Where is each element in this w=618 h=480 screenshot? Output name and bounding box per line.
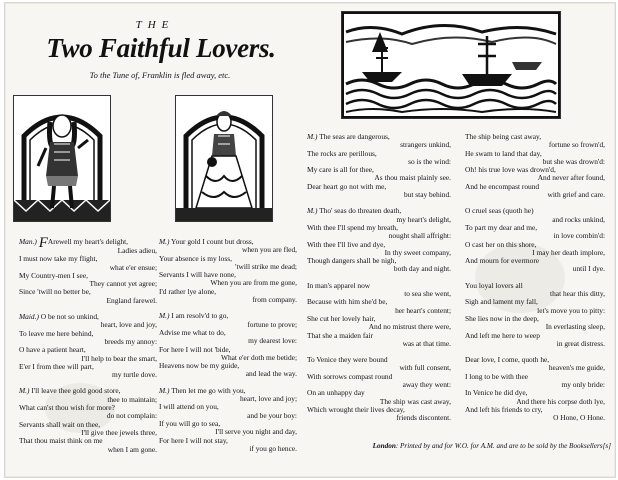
verse-text: And he encompast round	[465, 181, 540, 191]
verse-text: As thou maist plainly see.	[374, 173, 451, 183]
verse-text: And there his corpse doth lye,	[516, 396, 605, 406]
verse-line	[159, 296, 299, 304]
verse-text: when I am gone.	[107, 444, 157, 454]
verse-text: with grief and care.	[547, 190, 605, 200]
verse-text: let's move you to pitty:	[537, 305, 605, 315]
stanza	[307, 282, 453, 348]
verse-text: And left me here to weep	[465, 330, 540, 340]
stanza	[307, 133, 453, 199]
verse-text: If you will go to sea,	[159, 418, 221, 428]
verse-line	[159, 370, 299, 378]
verse-text: Servants shall wait on thee,	[19, 419, 101, 429]
verse-text: I am resolv'd to go,	[171, 311, 229, 321]
stanza	[19, 313, 159, 379]
verse-text: To part my dear and me,	[465, 222, 538, 232]
verse-line	[465, 265, 607, 273]
verse-text: When you are from me gone,	[210, 278, 297, 288]
drop-cap: F	[38, 235, 48, 251]
verse-text: to sea she went,	[404, 289, 451, 299]
imprint-text: : Printed by and for W.O. for A.M. and are to be sold by the Booksellers	[395, 442, 603, 450]
verse-column-2	[159, 238, 299, 461]
verse-line	[307, 414, 453, 422]
tune-line: To the Tune of, Franklin is fled away, etc.	[89, 70, 231, 80]
verse-line	[19, 446, 159, 454]
verse-text: In man's apparel now	[307, 280, 371, 290]
verse-text: but stay behind.	[403, 190, 451, 200]
verse-text: Heavens now be my guide,	[159, 361, 240, 371]
verse-text: my heart's delight,	[396, 214, 451, 224]
verse-text: Though dangers shall be nigh,	[307, 256, 397, 266]
woodcut-ships-icon	[341, 11, 561, 119]
verse-line	[307, 340, 453, 348]
verse-text: fortune so frown'd,	[548, 140, 605, 150]
speaker-label: M.)	[19, 386, 30, 396]
verse-text: from company.	[252, 295, 297, 305]
stanza	[159, 312, 299, 378]
verse-text: Because with him she'd be,	[307, 297, 388, 307]
verse-text: so is the wind:	[408, 156, 451, 166]
verse-text: her heart's content;	[395, 305, 451, 315]
stanza	[465, 282, 607, 348]
verse-text: What can'st thou wish for more?	[19, 403, 115, 413]
speaker-label: Man.)	[19, 237, 37, 246]
verse-text: E'er I from thee will part,	[19, 361, 94, 371]
verse-line	[307, 265, 453, 273]
verse-text: what e'er ensue;	[109, 262, 157, 272]
verse-text: nought shall affright:	[388, 231, 451, 241]
verse-text: With thee I'll live and dye,	[307, 239, 386, 249]
verse-line	[19, 297, 159, 305]
imprint-place: London	[372, 442, 396, 450]
verse-text: England farewel.	[106, 295, 157, 305]
verse-text: heart, love and joy;	[239, 394, 297, 404]
stanza	[159, 387, 299, 453]
verse-text: To leave me here behind,	[19, 328, 94, 338]
verse-text: I will attend on you,	[159, 402, 219, 412]
verse-text: and lead the way.	[245, 369, 297, 379]
verse-text: and rocks unkind,	[552, 214, 605, 224]
verse-text: I long to be with thee	[465, 371, 529, 381]
stanza	[19, 235, 159, 305]
verse-text: She lies now in the deep,	[465, 313, 539, 323]
verse-text: when you are fled,	[242, 245, 297, 255]
verse-text: friends discontent.	[396, 413, 451, 423]
verse-text: You loyal lovers all	[465, 280, 523, 290]
verse-text: if you go hence.	[249, 443, 297, 453]
verse-text: in love combin'd:	[553, 231, 605, 241]
verse-text: Ladies adieu,	[117, 246, 157, 255]
verse-text: I'll serve you night and day,	[215, 427, 297, 437]
title-prefix: THE	[135, 19, 175, 31]
verse-column-1	[19, 235, 159, 462]
verse-text: thee to maintain;	[107, 394, 157, 404]
verse-text: my turtle dove.	[112, 370, 157, 380]
woodcut-man-icon	[13, 95, 111, 222]
stanza	[465, 133, 607, 199]
verse-text: And never after found,	[537, 173, 605, 183]
verse-text: I'll give thee jewels three,	[81, 427, 157, 437]
verse-text: that hear this ditty,	[550, 289, 605, 299]
verse-text: Oh! his true love was drown'd,	[465, 165, 556, 175]
verse-text: On an unhappy day	[307, 388, 365, 398]
verse-text: And no mistrust there were,	[368, 322, 451, 332]
verse-text: away they went:	[402, 380, 451, 390]
verse-text: I'll help to bear the smart,	[81, 353, 157, 363]
verse-text: And mourn for evermore	[465, 256, 540, 266]
imprint-mark: [s]	[602, 442, 611, 450]
verse-line	[465, 414, 607, 422]
stanza	[465, 207, 607, 273]
verse-line	[19, 371, 159, 379]
verse-line	[465, 340, 607, 348]
verse-text: She cut her lovely hair,	[307, 313, 376, 323]
verse-text: O cast her on this shore,	[465, 239, 537, 249]
verse-text: What e'er doth me betide;	[220, 352, 297, 362]
verse-text: my dearest love:	[248, 336, 297, 346]
verse-text: heaven's me guide,	[548, 363, 605, 373]
stanza	[465, 356, 607, 422]
verse-text: both day and night.	[393, 264, 451, 274]
verse-text: in great distress.	[556, 338, 605, 348]
verse-text: For here I will not stay,	[159, 435, 228, 445]
verse-text: In Venice he did dye,	[465, 388, 528, 398]
verse-text: Your gold I count but dross,	[171, 237, 254, 246]
verse-text: The seas are dangerous,	[319, 132, 390, 141]
verse-text: He swam to land that day,	[465, 148, 542, 158]
verse-text: And left his friends to cry,	[465, 404, 543, 414]
verse-line	[307, 191, 453, 199]
verse-text: My care is all for thee,	[307, 165, 374, 175]
verse-text: Sigh and lament my fall,	[465, 297, 538, 307]
stanza	[19, 387, 159, 453]
verse-line	[159, 445, 299, 453]
verse-text: do not complain:	[106, 411, 157, 421]
verse-text: I may her death implore,	[532, 247, 605, 257]
verse-text: Arewell my heart's delight,	[47, 237, 129, 246]
ballad-sheet	[4, 2, 616, 478]
verse-text: Since 'twill no better be,	[19, 287, 91, 297]
speaker-label: Maid.)	[19, 312, 39, 322]
verse-text: with full consent,	[399, 363, 451, 373]
imprint-line	[315, 442, 611, 450]
verse-text: heart, love and joy,	[100, 320, 157, 330]
stanza	[307, 207, 453, 273]
verse-text: Which wrought their lives decay,	[307, 404, 405, 414]
stanza	[159, 238, 299, 304]
verse-text: my only bride:	[561, 380, 605, 390]
verse-text: breeds my annoy:	[104, 336, 157, 346]
verse-text: I'd rather lye alone,	[159, 286, 217, 296]
verse-text: O cruel seas (quoth he)	[465, 206, 534, 216]
verse-text: and be your boy:	[247, 410, 297, 420]
verse-text: was at that time.	[402, 338, 451, 348]
verse-text: In everlasting sleep,	[545, 322, 605, 332]
verse-text: I'll leave thee gold good store,	[31, 386, 121, 396]
verse-text: That she a maiden fair	[307, 330, 374, 340]
woodcut-woman-icon	[175, 95, 273, 222]
verse-text: The ship was cast away,	[379, 396, 451, 406]
verse-text: O be not so unkind,	[40, 312, 99, 322]
verse-text: Dear love, I come, quoth he,	[465, 355, 550, 365]
speaker-label: M.)	[159, 311, 170, 321]
verse-line	[465, 191, 607, 199]
stanza	[307, 356, 453, 422]
speaker-label: M.)	[307, 132, 318, 141]
verse-column-3	[307, 133, 453, 431]
verse-text: The ship being cast away,	[465, 132, 542, 141]
verse-text: In thy sweet company,	[384, 247, 451, 257]
verse-text: O have a patient heart,	[19, 345, 86, 355]
ballad-title: Two Faithful Lovers.	[46, 33, 276, 63]
speaker-label: M.)	[307, 206, 318, 216]
verse-text: With thee I'll spend my breath,	[307, 222, 398, 232]
verse-text: I must now take my flight,	[19, 254, 98, 264]
verse-text: Dear heart go not with me,	[307, 181, 387, 191]
verse-text: With sorrows compast round	[307, 371, 393, 381]
verse-text: 'twill strike me dead;	[235, 261, 297, 271]
verse-text: Advise me what to do,	[159, 327, 226, 337]
verse-text: Tho' seas do threaten death,	[319, 206, 402, 216]
verse-text: Then let me go with you,	[171, 385, 246, 395]
verse-text: My Country-men I see,	[19, 270, 88, 280]
verse-column-4	[465, 133, 607, 431]
verse-text: Servants I will have none,	[159, 270, 236, 280]
speaker-label: M.)	[159, 237, 170, 246]
verse-text: That thou maist think on me	[19, 436, 103, 446]
verse-text: O Hone, O Hone.	[553, 413, 605, 423]
verse-text: until I dye.	[572, 264, 605, 274]
verse-text: but she was drown'd:	[542, 156, 605, 166]
verse-text: fortune to prove;	[247, 319, 297, 329]
verse-text: To Venice they were bound	[307, 355, 388, 365]
speaker-label: M.)	[159, 385, 170, 395]
verse-text: Your absence is my loss,	[159, 253, 232, 263]
verse-text: strangers unkind,	[400, 140, 451, 150]
verse-text: The rocks are perillous,	[307, 148, 377, 158]
verse-text: They cannot yet agree;	[89, 279, 157, 289]
verse-text: For here I will not 'bide,	[159, 344, 231, 354]
